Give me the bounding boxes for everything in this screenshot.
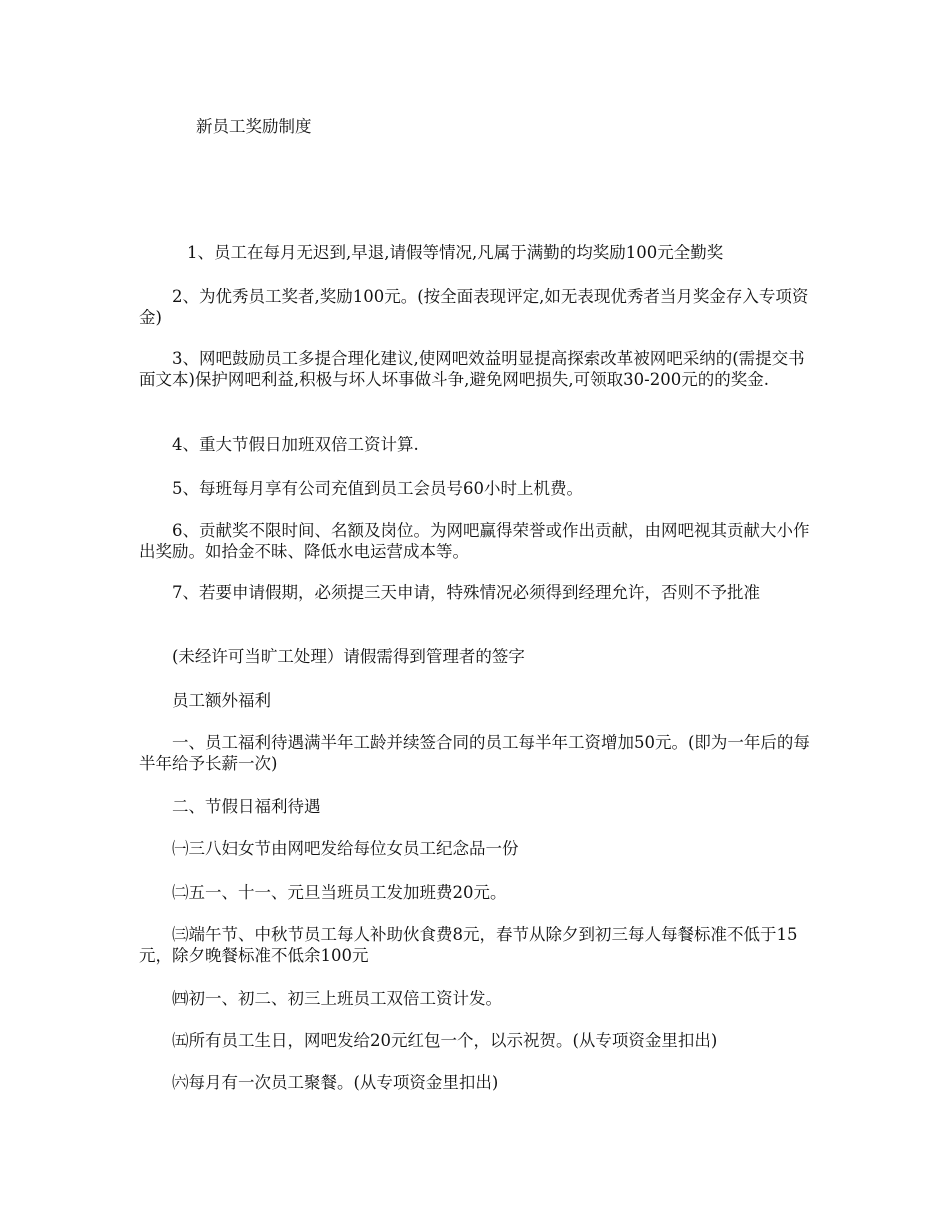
list-item-public-holidays: ㈡五一、十一、元旦当班员工发加班费20元。 [172,883,507,902]
list-item-birthday-gift: ㈤所有员工生日，网吧发给20元红包一个，以示祝贺。(从专项资金里扣出) [172,1031,718,1050]
paragraph-excellent-employee-bonus: 2、为优秀员工奖者,奖励100元。(按全面表现评定,如无表现优秀者当月奖金存入专项资金) [139,287,809,327]
paragraph-full-attendance-bonus: 1、员工在每月无迟到,早退,请假等情况,凡属于满勤的均奖励100元全勤奖 [187,243,724,262]
section-heading-extra-benefits: 员工额外福利 [172,691,271,710]
document-title: 新员工奖励制度 [196,117,312,136]
paragraph-member-hours: 5、每班每月享有公司充值到员工会员号60小时上机费。 [172,479,583,498]
paragraph-leave-application: 7、若要申请假期，必须提三天申请，特殊情况必须得到经理允许，否则不予批准 [172,583,760,602]
paragraph-suggestion-bonus: 3、网吧鼓励员工多提合理化建议,使网吧效益明显提高探索改革被网吧采纳的(需提交书面文本)保护网吧利益,积极与坏人坏事做斗争,避免网吧损失,可领取30-200元的的奖金. [139,349,805,389]
paragraph-salary-increase: 一、员工福利待遇满半年工龄并续签合同的员工每半年工资增加50元。(即为一年后的每半年给予长薪一次) [139,733,810,773]
paragraph-holiday-benefits-heading: 二、节假日福利待遇 [172,797,321,816]
list-item-monthly-dinner: ㈥每月有一次员工聚餐。(从专项资金里扣出) [172,1073,499,1092]
list-item-new-year-pay: ㈣初一、初二、初三上班员工双倍工资计发。 [172,989,502,1008]
paragraph-contribution-award: 6、贡献奖不限时间、名额及岗位。为网吧赢得荣誉或作出贡献，由网吧视其贡献大小作出奖励。如拾金不昧、降低水电运营成本等。 [139,521,810,561]
list-item-womens-day: ㈠三八妇女节由网吧发给每位女员工纪念品一份 [172,839,519,858]
paragraph-holiday-overtime: 4、重大节假日加班双倍工资计算. [172,435,419,454]
list-item-festival-meals: ㈢端午节、中秋节员工每人补助伙食费8元，春节从除夕到初三每人每餐标准不低于15元，除夕晚餐标准不低余100元 [139,925,798,965]
paragraph-leave-signature: (未经许可当旷工处理）请假需得到管理者的签字 [172,647,525,666]
